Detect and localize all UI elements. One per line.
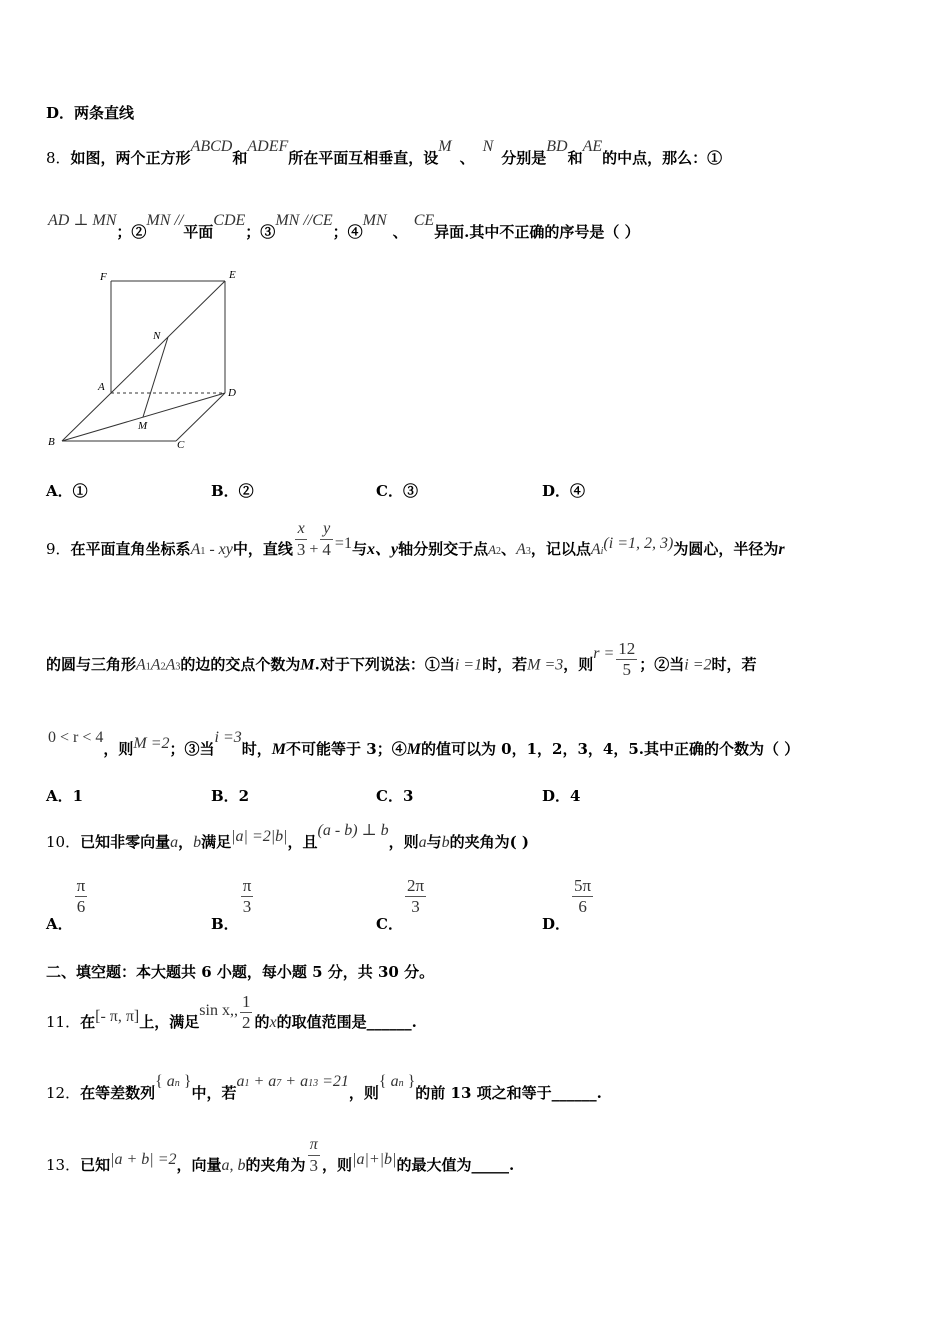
q10-line: 10．已知非零向量a，b满足|a| =2|b|，且(a - b) ⊥ b，则a与b的夹角为( ) <box>46 822 530 851</box>
q8-number: 8． <box>46 149 71 167</box>
label-d: D <box>228 387 236 399</box>
section-2-heading: 二、填空题：本大题共 6 小题，每小题 5 分，共 30 分。 <box>46 963 435 981</box>
edge-ae-diagonal <box>111 281 225 393</box>
label-f: F <box>100 271 107 283</box>
q10-option-b[interactable]: B． $\frac{\pi}{3}$ <box>211 876 252 933</box>
q10-option-b-fraction: $\frac{\pi}{3}$ <box>242 876 252 916</box>
fraction-pi-over-3: $\frac{\pi}{3}$ <box>309 1135 319 1175</box>
q9-line-3: 0 < r < 4，则M =2；③当i =3时，M不可能等于 3；④M的值可以为 0，1，2，3，4，5.其中正确的个数为（ ） <box>48 729 800 758</box>
q9-line-2: 的圆与三角形A1A2A3的边的交点个数为M.对于下列说法：①当i =1时，若M =3，则r = $\frac{12}{5}$ ；②当i =2时，若 <box>46 639 757 679</box>
q10-option-a[interactable]: A． $\frac{\pi}{6}$ <box>46 876 86 933</box>
label-c: C <box>177 439 185 451</box>
q9-option-c[interactable]: C．3 <box>376 787 414 805</box>
q9-option-d[interactable]: D．4 <box>542 787 581 805</box>
q8-option-d[interactable]: D．④ <box>542 482 586 500</box>
fraction-one-half: $\frac{1}{2}$ <box>241 991 251 1032</box>
q9-line-1: 9．在平面直角坐标系A1 - xy中，直线 $\frac{x}{3}$ + $\frac{y}{4}$ =1与x、y轴分别交于点A2、A3，记以点Ai(i =1, 2, 3)为圆心，半径为r <box>46 519 785 559</box>
fraction-y-over-4: $\frac{y}{4}$ <box>322 519 331 559</box>
label-m: M <box>138 420 148 432</box>
q9-option-a[interactable]: A．1 <box>46 787 84 805</box>
fraction-12-over-5: $\frac{12}{5}$ <box>618 639 636 679</box>
q8-option-c[interactable]: C．③ <box>376 482 418 500</box>
q10-option-a-fraction: $\frac{\pi}{6}$ <box>76 876 86 916</box>
q8-line-2: AD ⊥ MN；②MN //平面CDE；③MN //CE；④MN、CE异面.其中不正确的序号是（ ） <box>48 212 640 241</box>
q10-option-d[interactable]: D． $\frac{5\pi}{6}$ <box>542 876 592 933</box>
label-b: B <box>48 436 55 448</box>
q13-line: 13．已知|a + b| =2，向量a, b的夹角为 $\frac{\pi}{3}$ ，则|a|+|b|的最大值为_____. <box>46 1135 515 1175</box>
q8-option-b[interactable]: B．② <box>211 482 254 500</box>
q8-line-1: 8．如图，两个正方形ABCD和ADEF所在平面互相垂直，设M、N分别是BD和AE的中点，那么：① <box>46 138 723 167</box>
q11-line: 11．在[- π, π]上，满足sin x,, $\frac{1}{2}$ 的x的取值范围是______. <box>46 991 417 1032</box>
q10-option-d-fraction: $\frac{5\pi}{6}$ <box>574 876 592 916</box>
label-a: A <box>98 381 105 393</box>
label-e: E <box>229 269 236 281</box>
q9-option-b[interactable]: B．2 <box>211 787 250 805</box>
q10-option-c[interactable]: C． $\frac{2\pi}{3}$ <box>376 876 425 933</box>
q10-option-c-fraction: $\frac{2\pi}{3}$ <box>406 876 425 916</box>
q12-line: 12．在等差数列{ an }中，若a1 + a7 + a13 =21，则{ an }的前 13 项之和等于______. <box>46 1073 602 1102</box>
q8-geometry-figure <box>40 262 250 457</box>
q8-option-a[interactable]: A．① <box>46 482 88 500</box>
previous-option-d: D．两条直线 <box>46 104 135 122</box>
label-n: N <box>153 330 161 342</box>
fraction-x-over-3: $\frac{x}{3}$ <box>296 519 306 559</box>
